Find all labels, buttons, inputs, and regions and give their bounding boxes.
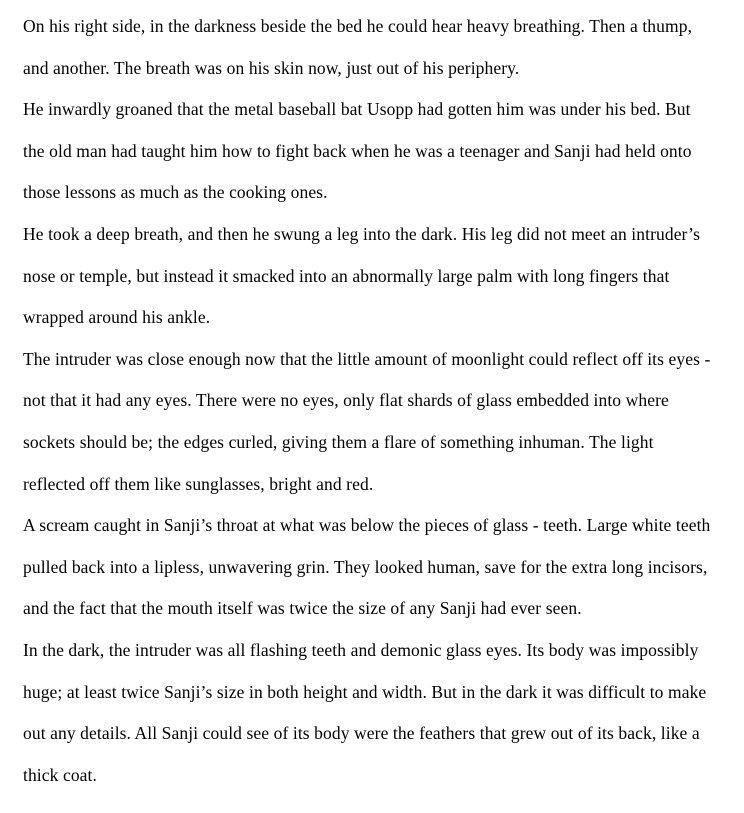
paragraph xyxy=(23,6,736,89)
paragraph xyxy=(23,89,736,214)
paragraph xyxy=(23,214,736,339)
text-line: He took a deep breath, and then he swung a leg into the dark. His leg did not meet an intruder’s xyxy=(23,223,701,244)
paragraph xyxy=(23,505,736,630)
text-line: In the dark, the intruder was all flashing teeth and demonic glass eyes. Its body was impossibly xyxy=(23,639,699,660)
text-line: and another. The breath was on his skin now, just out of his periphery. xyxy=(23,57,520,78)
text-line: thick coat. xyxy=(23,764,97,785)
paragraph xyxy=(23,630,736,796)
text-line: A scream caught in Sanji’s throat at what was below the pieces of glass - teeth. Large white teeth xyxy=(23,515,711,536)
text-line: sockets should be; the edges curled, giving them a flare of something inhuman. The light xyxy=(23,431,654,452)
text-line: not that it had any eyes. There were no eyes, only flat shards of glass embedded into where xyxy=(23,390,669,411)
text-line: On his right side, in the darkness beside the bed he could hear heavy breathing. Then a thump, xyxy=(23,16,693,36)
text-line: wrapped around his ankle. xyxy=(23,307,211,328)
text-line: huge; at least twice Sanji’s size in both height and width. But in the dark it was difficult to make xyxy=(23,681,707,702)
text-line: those lessons as much as the cooking ones. xyxy=(23,182,328,203)
text-line: pulled back into a lipless, unwavering grin. They looked human, save for the extra long incisors, xyxy=(23,556,708,577)
text-line: He inwardly groaned that the metal baseball bat Usopp had gotten him was under his bed. But xyxy=(23,99,691,120)
text-line: out any details. All Sanji could see of its body were the feathers that grew out of its back, like a xyxy=(23,723,700,744)
text-line: and the fact that the mouth itself was twice the size of any Sanji had ever seen. xyxy=(23,598,582,619)
text-line: The intruder was close enough now that the little amount of moonlight could reflect off its eyes - xyxy=(23,348,711,369)
text-line: reflected off them like sunglasses, bright and red. xyxy=(23,473,374,494)
text-line: the old man had taught him how to fight back when he was a teenager and Sanji had held onto xyxy=(23,140,692,161)
paragraph xyxy=(23,339,736,505)
text-line: nose or temple, but instead it smacked into an abnormally large palm with long fingers that xyxy=(23,265,670,286)
